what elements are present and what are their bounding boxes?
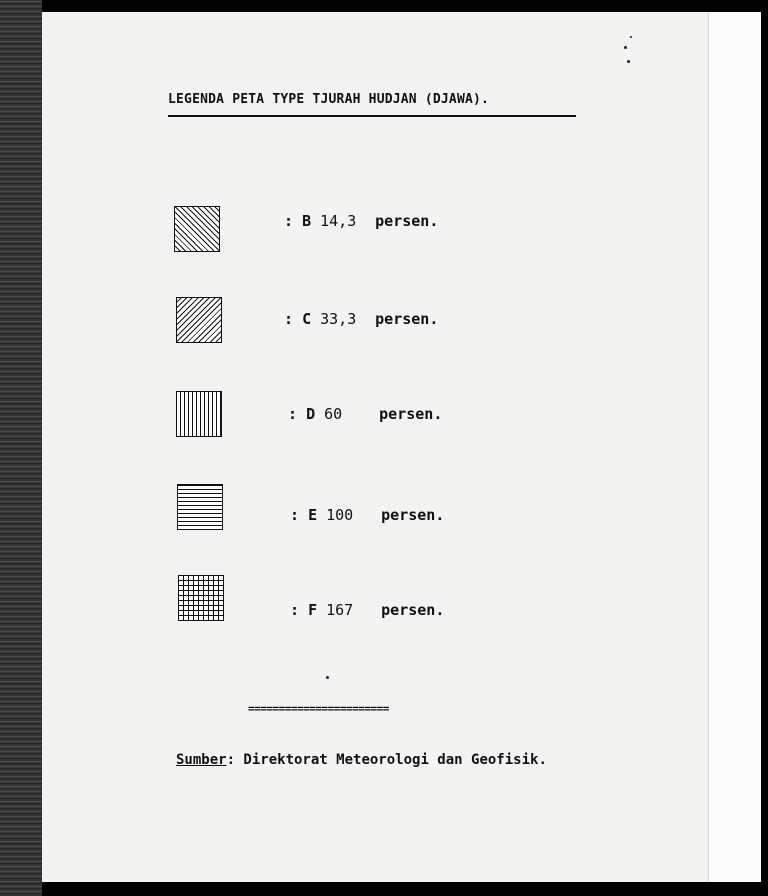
legend-unit: persen. <box>381 601 445 619</box>
legend-swatch-c <box>176 297 222 343</box>
legend-colon: : <box>290 601 300 619</box>
legend-letter: F <box>308 601 318 619</box>
source-line <box>176 752 547 768</box>
legend-swatch-f <box>178 575 224 621</box>
legend-colon: : <box>284 310 294 328</box>
legend-swatch-b <box>174 206 220 252</box>
legend-entry-c <box>284 310 438 328</box>
legend-colon: : <box>288 405 298 423</box>
legend-letter: B <box>302 212 312 230</box>
legend-swatch-e <box>177 484 223 530</box>
title-underline <box>168 115 576 117</box>
scan-speck <box>326 676 329 679</box>
legend-unit: persen. <box>375 310 439 328</box>
separator-line: ======================= <box>248 702 389 715</box>
legend-value: 167 <box>326 601 354 619</box>
legend-unit: persen. <box>381 506 445 524</box>
scan-speck <box>630 36 632 38</box>
source-text: : Direktorat Meteorologi dan Geofisik. <box>226 752 547 768</box>
legend-value: 33,3 <box>320 310 357 328</box>
scan-edge <box>0 0 42 896</box>
legend-entry-d <box>288 405 442 423</box>
legend-entry-e <box>290 506 444 524</box>
document-title: LEGENDA PETA TYPE TJURAH HUDJAN (DJAWA). <box>168 92 490 107</box>
legend-letter: D <box>306 405 316 423</box>
legend-colon: : <box>290 506 300 524</box>
legend-unit: persen. <box>379 405 443 423</box>
legend-swatch-d <box>176 391 222 437</box>
legend-letter: C <box>302 310 312 328</box>
legend-value: 14,3 <box>320 212 357 230</box>
legend-unit: persen. <box>375 212 439 230</box>
scan-speck <box>627 60 630 63</box>
legend-letter: E <box>308 506 318 524</box>
legend-entry-b <box>284 212 438 230</box>
scan-speck <box>624 46 627 49</box>
legend-value: 100 <box>326 506 354 524</box>
legend-value: 60 <box>324 405 343 423</box>
legend-colon: : <box>284 212 294 230</box>
page-margin <box>708 12 761 882</box>
legend-entry-f <box>290 601 444 619</box>
source-label: Sumber <box>176 752 227 768</box>
